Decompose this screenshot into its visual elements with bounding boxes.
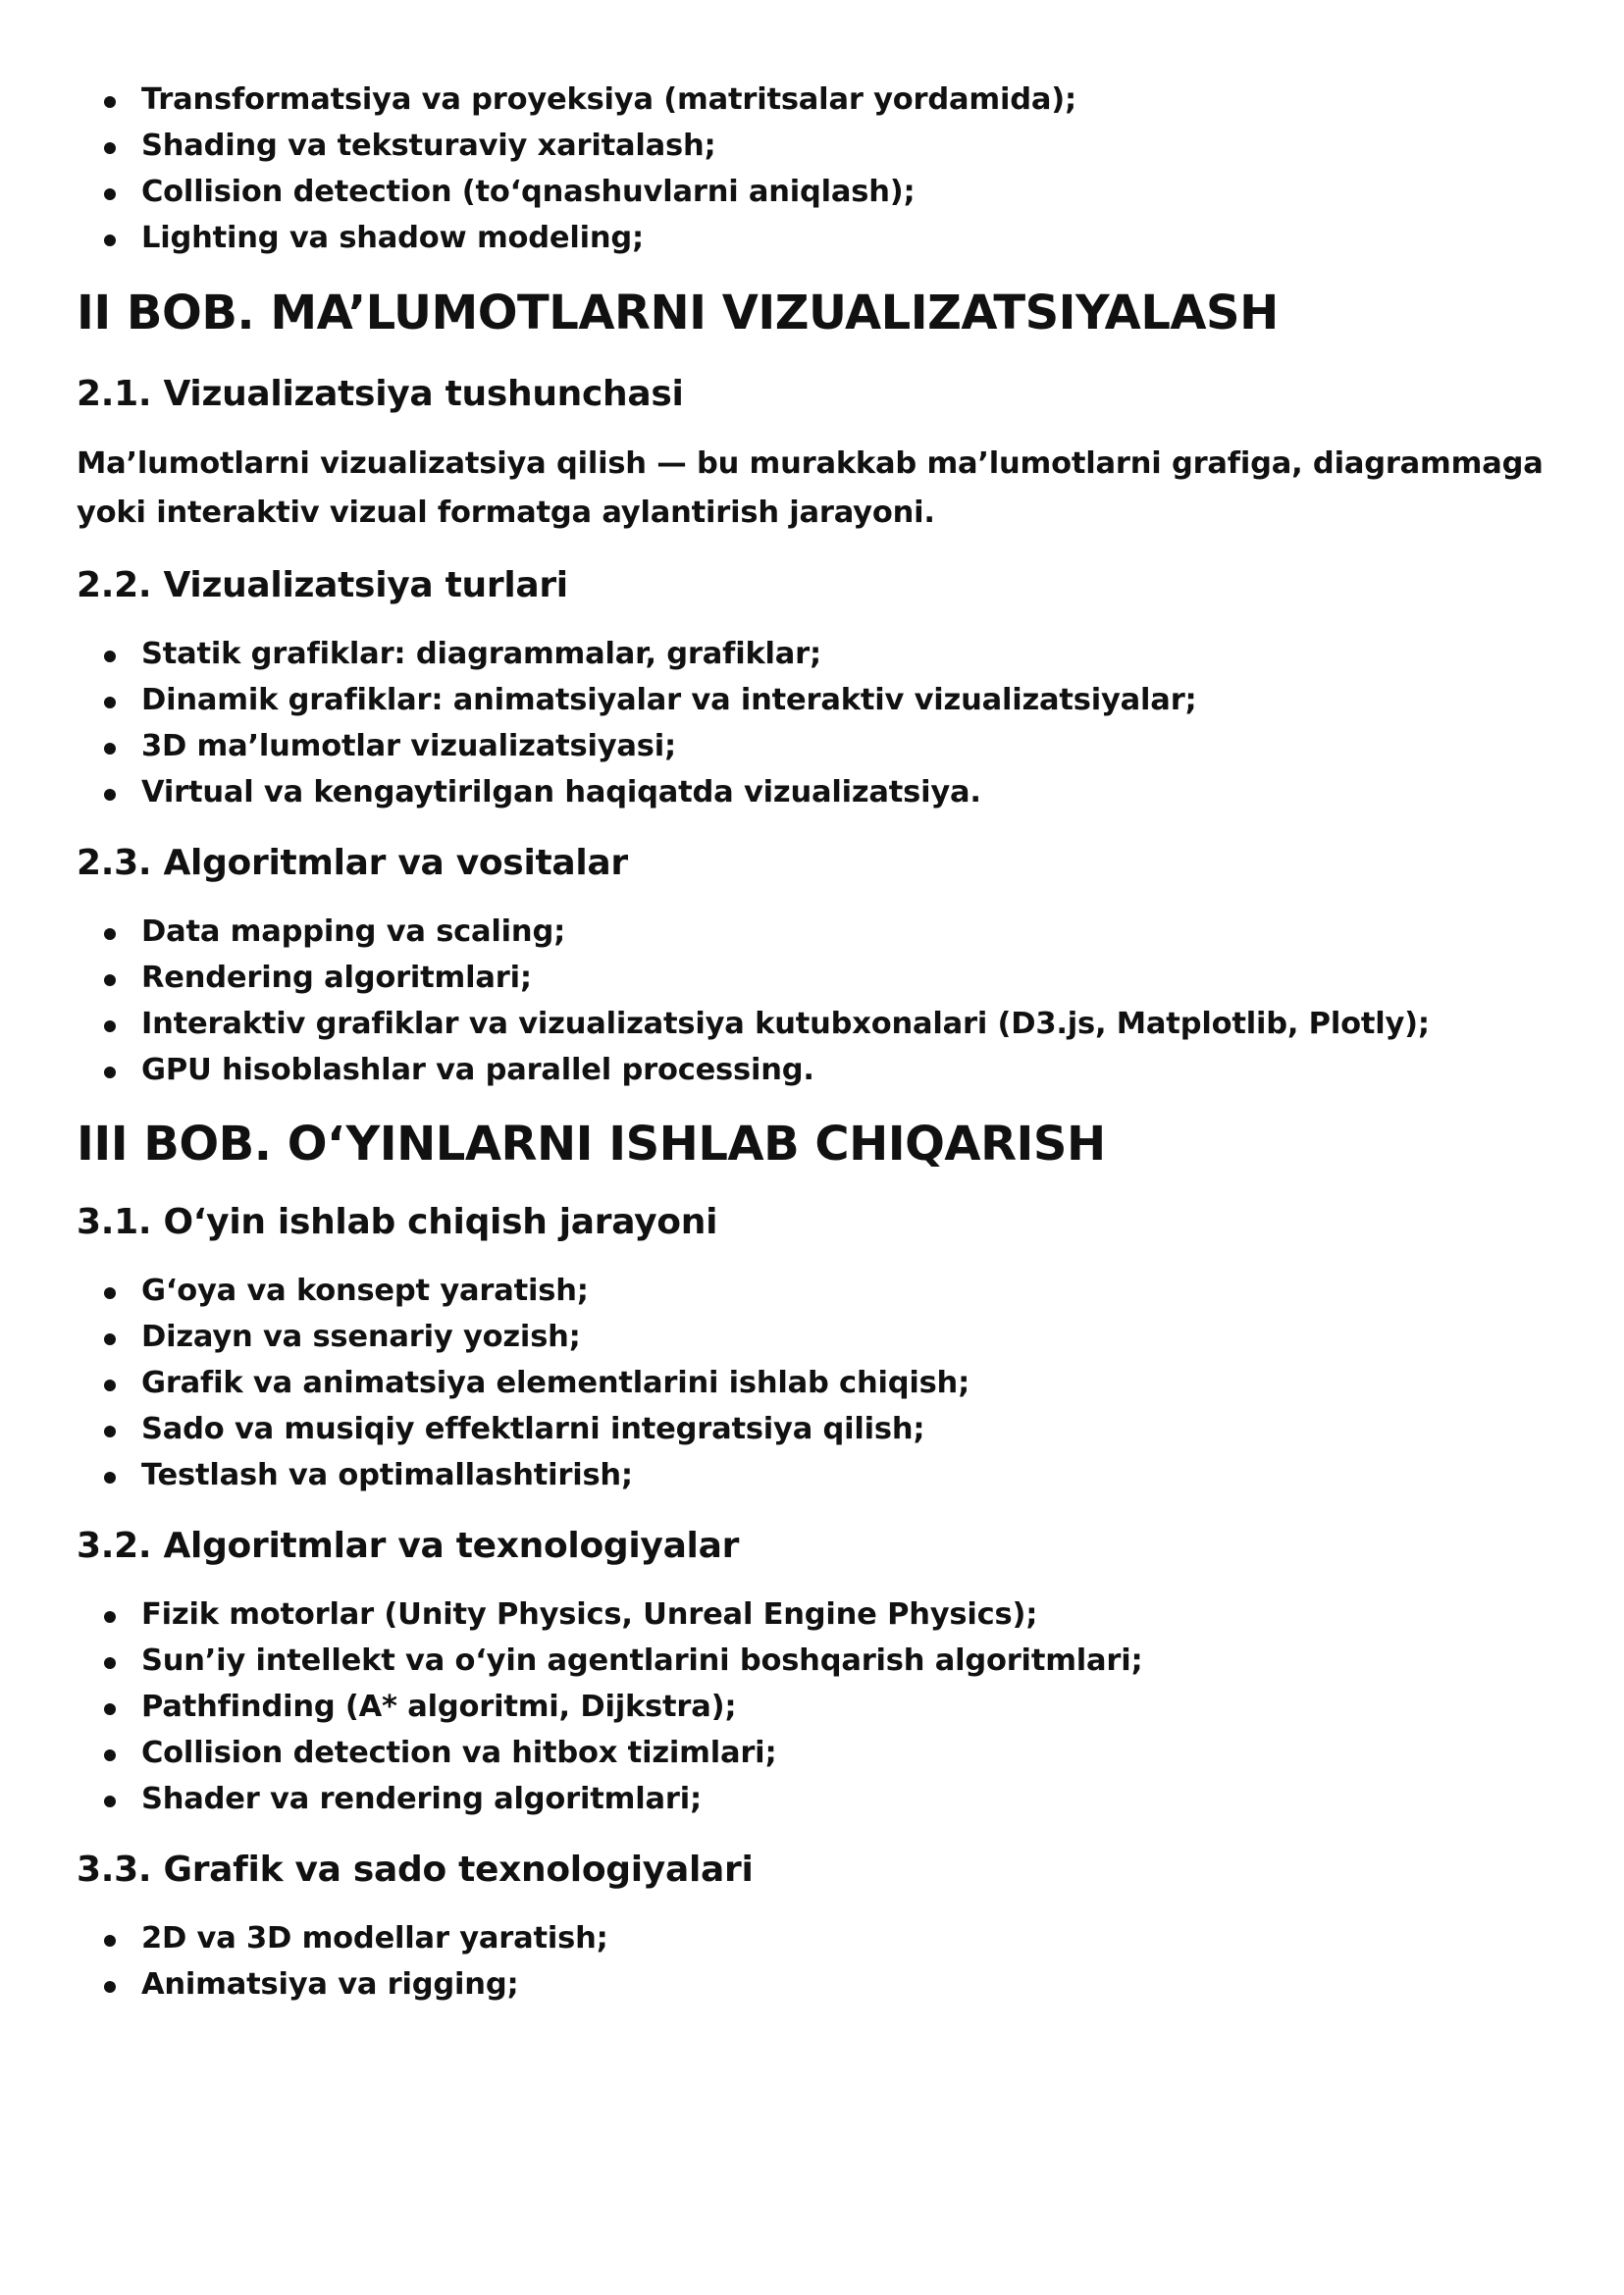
list-item: Data mapping va scaling; bbox=[141, 909, 1548, 955]
section-3-3-list bbox=[77, 1915, 1548, 2008]
chapter-3-title: III BOB. O‘YINLARNI ISHLAB CHIQARISH bbox=[77, 1117, 1106, 1172]
section-2-2-title: 2.2. Vizualizatsiya turlari bbox=[77, 565, 568, 605]
list-item: Virtual va kengaytirilgan haqiqatda vizualizatsiya. bbox=[141, 769, 1548, 815]
list-item: Rendering algoritmlari; bbox=[141, 955, 1548, 1001]
list-item: Animatsiya va rigging; bbox=[141, 1961, 1548, 2008]
chapter-2-title: II BOB. MA’LUMOTLARNI VIZUALIZATSIYALASH bbox=[77, 286, 1279, 340]
section-2-3-list bbox=[77, 909, 1548, 1093]
section-2-1-title: 2.1. Vizualizatsiya tushunchasi bbox=[77, 374, 684, 414]
list-item: 2D va 3D modellar yaratish; bbox=[141, 1915, 1548, 1961]
list-item: Shader va rendering algoritmlari; bbox=[141, 1776, 1548, 1822]
document-content bbox=[77, 77, 1548, 2008]
list-item: Testlash va optimallashtirish; bbox=[141, 1452, 1548, 1498]
list-item: Shading va teksturaviy xaritalash; bbox=[141, 123, 1548, 169]
paragraph-line: yoki interaktiv vizual formatga aylantirish jarayoni. bbox=[77, 496, 935, 530]
list-item: Grafik va animatsiya elementlarini ishlab chiqish; bbox=[141, 1360, 1548, 1406]
list-item: Sado va musiqiy effektlarni integratsiya qilish; bbox=[141, 1406, 1548, 1452]
list-item: Dinamik grafiklar: animatsiyalar va interaktiv vizualizatsiyalar; bbox=[141, 677, 1548, 723]
section-3-1-list bbox=[77, 1268, 1548, 1498]
list-item: Collision detection va hitbox tizimlari; bbox=[141, 1730, 1548, 1776]
list-item: GPU hisoblashlar va parallel processing. bbox=[141, 1047, 1548, 1093]
list-item: 3D ma’lumotlar vizualizatsiyasi; bbox=[141, 723, 1548, 769]
section-3-2-title: 3.2. Algoritmlar va texnologiyalar bbox=[77, 1526, 740, 1566]
list-item: Interaktiv grafiklar va vizualizatsiya kutubxonalari (D3.js, Matplotlib, Plotly); bbox=[141, 1001, 1548, 1047]
list-item: Collision detection (to‘qnashuvlarni aniqlash); bbox=[141, 169, 1548, 215]
section-3-1-title: 3.1. O‘yin ishlab chiqish jarayoni bbox=[77, 1202, 718, 1242]
section-3-2-list bbox=[77, 1591, 1548, 1822]
top-bullet-list bbox=[77, 77, 1548, 261]
list-item: Fizik motorlar (Unity Physics, Unreal Engine Physics); bbox=[141, 1591, 1548, 1638]
list-item: Statik grafiklar: diagrammalar, grafiklar; bbox=[141, 631, 1548, 677]
section-2-2-list bbox=[77, 631, 1548, 815]
list-item: Pathfinding (A* algoritmi, Dijkstra); bbox=[141, 1684, 1548, 1730]
list-item: Sun’iy intellekt va o‘yin agentlarini boshqarish algoritmlari; bbox=[141, 1638, 1548, 1684]
paragraph-line: Ma’lumotlarni vizualizatsiya qilish — bu murakkab ma’lumotlarni grafiga, diagrammaga bbox=[77, 446, 1544, 481]
section-2-3-title: 2.3. Algoritmlar va vositalar bbox=[77, 843, 628, 883]
list-item: Dizayn va ssenariy yozish; bbox=[141, 1314, 1548, 1360]
section-3-3-title: 3.3. Grafik va sado texnologiyalari bbox=[77, 1850, 754, 1890]
list-item: G‘oya va konsept yaratish; bbox=[141, 1268, 1548, 1314]
list-item: Transformatsiya va proyeksiya (matritsalar yordamida); bbox=[141, 77, 1548, 123]
list-item: Lighting va shadow modeling; bbox=[141, 215, 1548, 261]
section-2-1-paragraph bbox=[77, 440, 1548, 538]
